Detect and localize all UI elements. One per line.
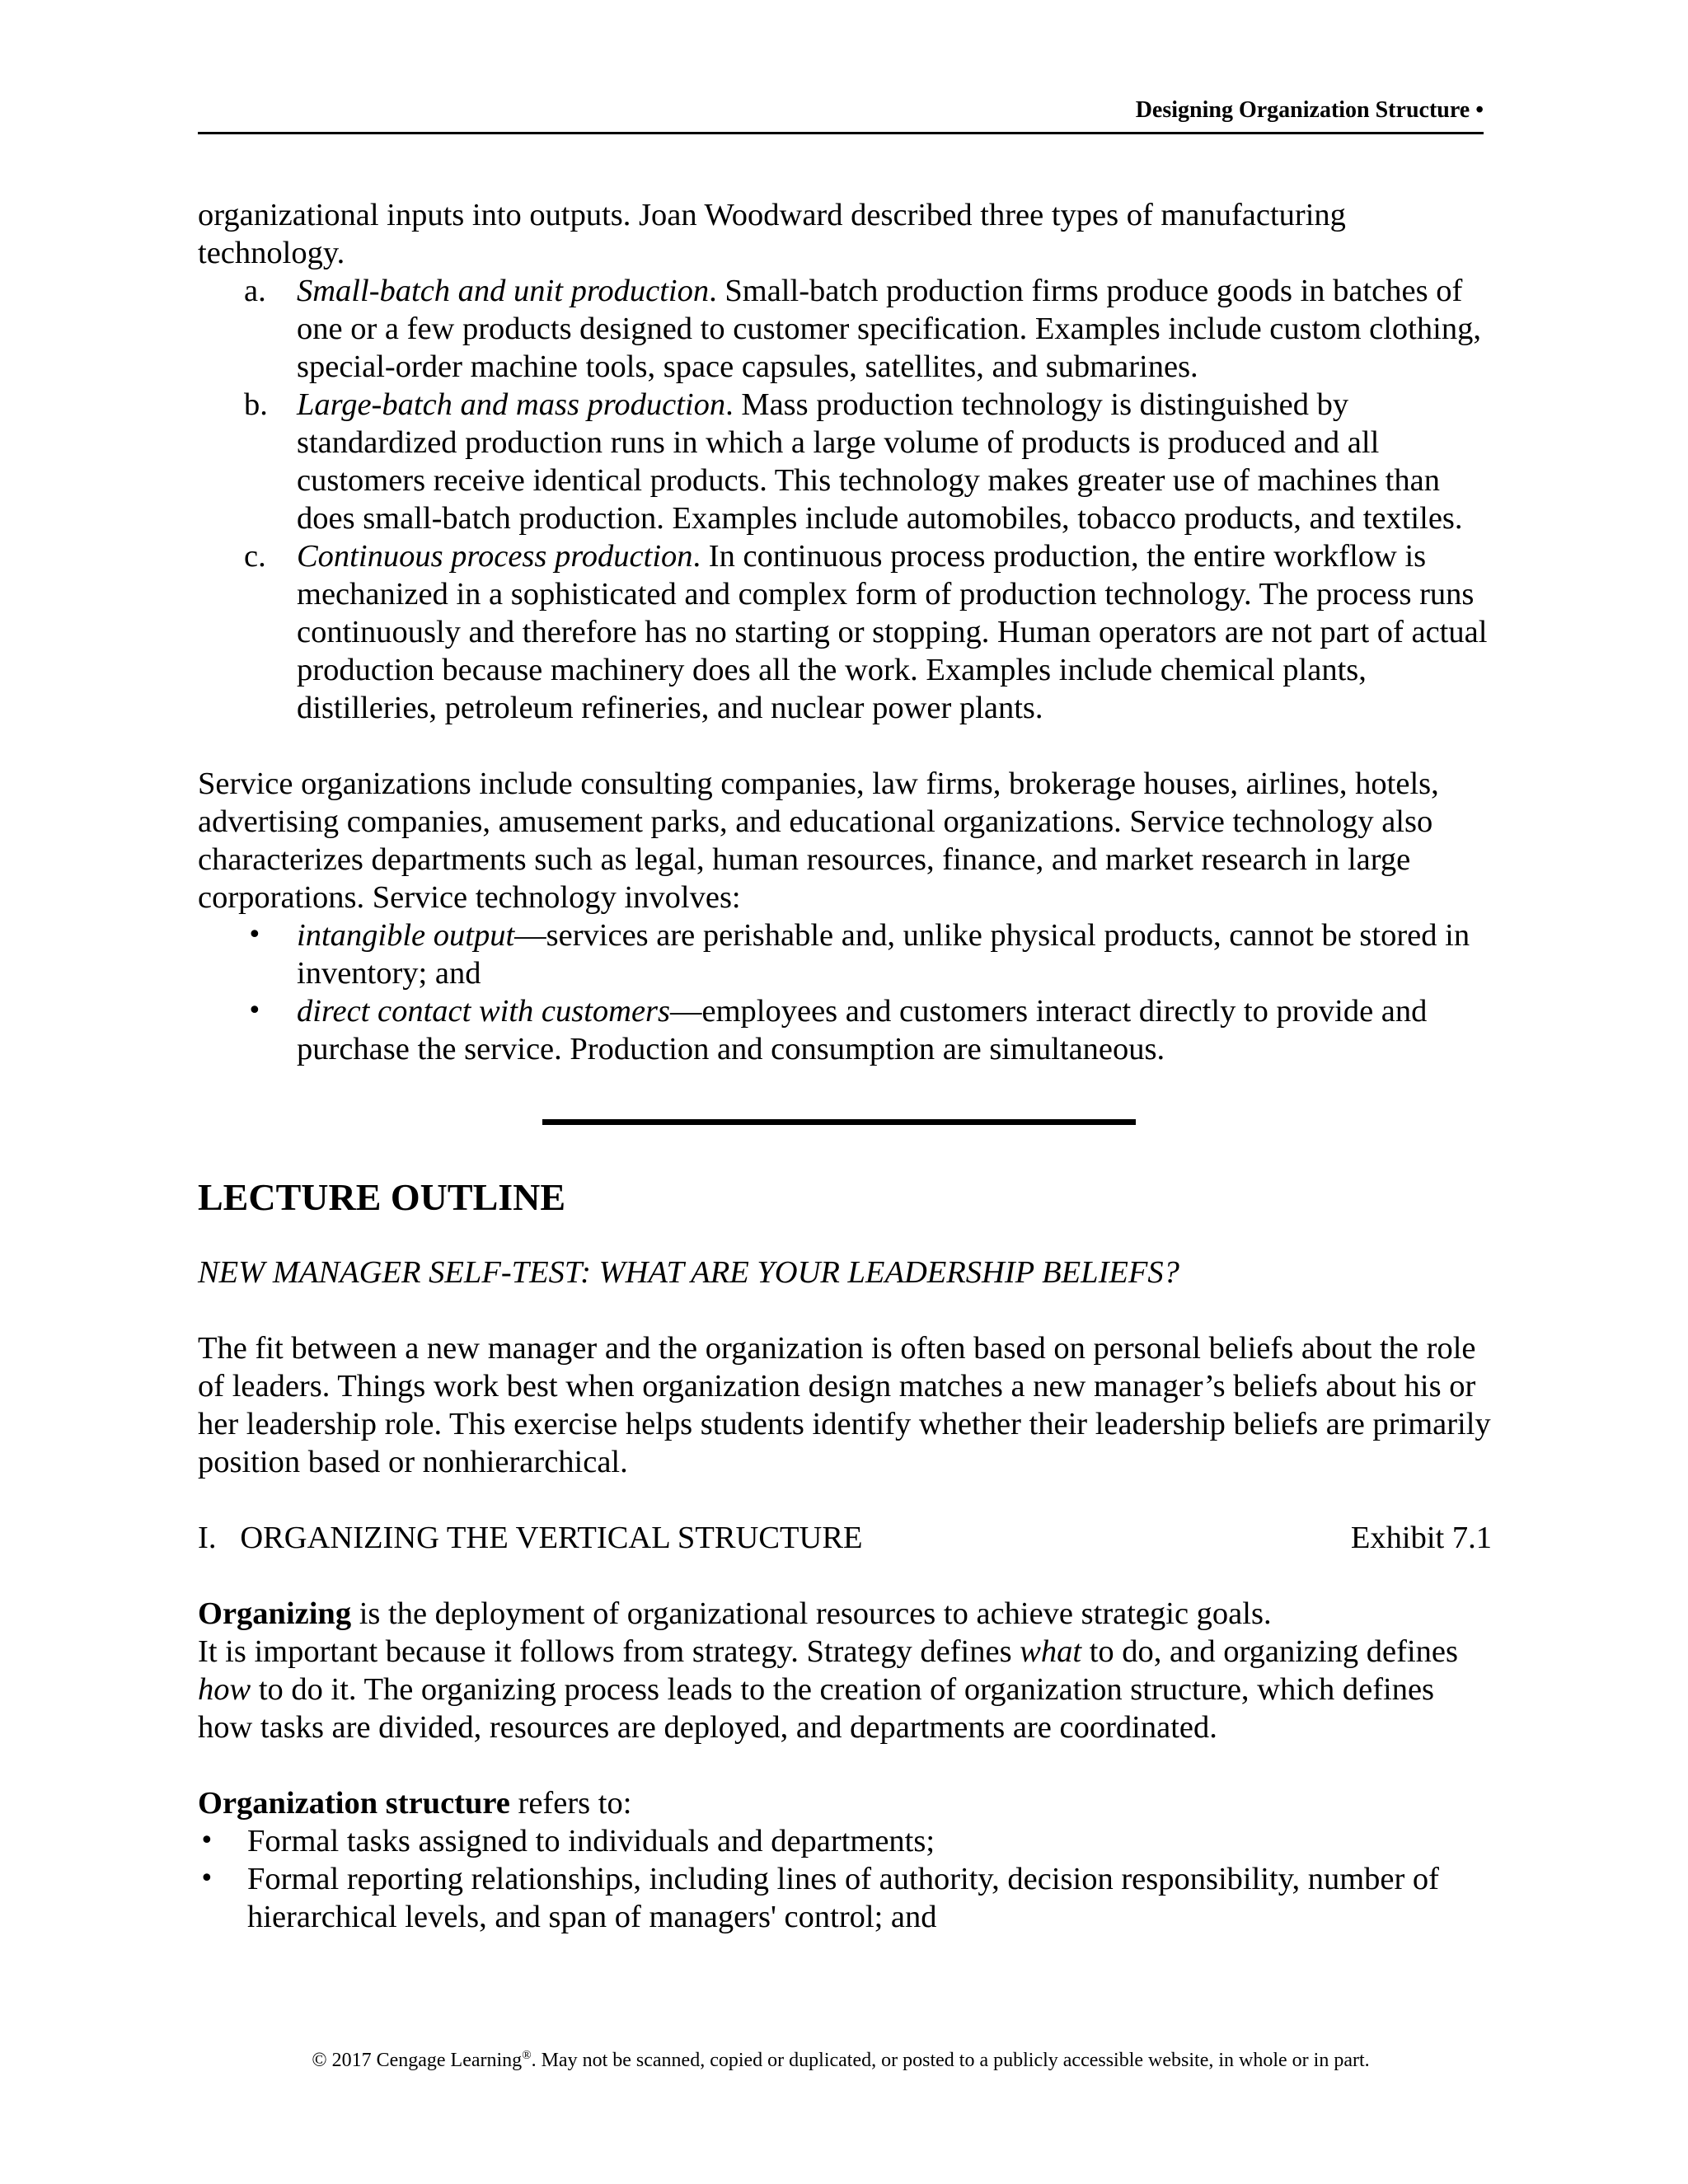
term: Organization structure	[198, 1786, 510, 1821]
organizing-paragraph: It is important because it follows from strategy. Strategy defines what to do, and organizing defines how to do it. The organizing process leads to the creation of organization structure, which defines how tasks are divided, resources are deployed, and departments are coordinated.	[198, 1634, 1458, 1745]
list-item	[198, 992, 1492, 1068]
copyright-footer: © 2017 Cengage Learning®. May not be scanned, copied or duplicated, or posted to a publicly accessible website, in whole or in part.	[312, 2049, 1370, 2071]
list-marker: a.	[244, 274, 266, 308]
item-text: . Mass production technology is distinguished by standardized production runs in which a large volume of products is produced and all customers receive identical products. This technology makes greater use of machines than does small-batch production. Examples include automobiles, tobacco products, and textiles.	[297, 387, 1463, 536]
structure-definition: Organization structure refers to:	[198, 1786, 632, 1821]
list-item	[198, 916, 1492, 992]
item-text: . Small-batch production firms produce goods in batches of one or a few products designed to customer specification. Examples include custom clothing, special-order machine tools, space capsules, satellites, and submarines.	[297, 274, 1481, 384]
section-title: ORGANIZING THE VERTICAL STRUCTURE	[240, 1521, 863, 1555]
bullet-marker: •	[247, 996, 262, 1025]
section-number: I.	[198, 1521, 217, 1555]
organizing-definition: Organizing is the deployment of organizational resources to achieve strategic goals.	[198, 1596, 1272, 1631]
intro-paragraph: organizational inputs into outputs. Joan Woodward described three types of manufacturing technology.	[198, 198, 1346, 270]
self-test-paragraph: The fit between a new manager and the organization is often based on personal beliefs about the role of leaders. Things work best when organization design matches a new manager’s beliefs about his or her leadership role. This exercise helps students identify whether their leadership beliefs are primarily position based or nonhierarchical.	[198, 1331, 1491, 1479]
header-bullet: •	[1475, 97, 1484, 123]
section-heading	[198, 1519, 863, 1557]
term: Small-batch and unit production	[297, 274, 710, 308]
bullet-marker: •	[199, 1826, 214, 1855]
item-text: —services are perishable and, unlike physical products, cannot be stored in inventory; and	[297, 918, 1470, 991]
running-title: Designing Organization Structure	[1135, 97, 1470, 123]
term: intangible output	[297, 918, 515, 953]
list-item	[198, 537, 1492, 727]
term: Large-batch and mass production	[297, 387, 726, 422]
lecture-outline-title: LECTURE OUTLINE	[198, 1176, 566, 1218]
structure-bullets	[198, 1822, 1492, 1936]
item-text: —employees and customers interact directly to provide and purchase the service. Production and consumption are simultaneous.	[297, 994, 1428, 1066]
page-content	[198, 196, 1492, 1936]
bullet-marker: •	[247, 921, 262, 949]
term: Organizing	[198, 1596, 352, 1631]
service-paragraph: Service organizations include consulting companies, law firms, brokerage houses, airlines, hotels, advertising companies, amusement parks, and educational organizations. Service technology also characterizes departments such as legal, human resources, finance, and market research in large corporations. Service technology involves:	[198, 766, 1439, 915]
list-item	[198, 1860, 1492, 1936]
list-item	[198, 386, 1492, 537]
list-marker: b.	[244, 387, 268, 422]
header-rule	[198, 132, 1484, 134]
list-marker: c.	[244, 539, 266, 574]
section-heading-row	[198, 1519, 1492, 1557]
manufacturing-types-list	[198, 272, 1492, 727]
term: direct contact with customers	[297, 994, 671, 1029]
item-text: Formal reporting relationships, including lines of authority, decision responsibility, number of hierarchical levels, and span of managers' control; and	[247, 1862, 1440, 1934]
self-test-heading: NEW MANAGER SELF-TEST: WHAT ARE YOUR LEADERSHIP BELIEFS?	[198, 1255, 1179, 1290]
exhibit-reference: Exhibit 7.1	[1350, 1521, 1492, 1555]
running-header	[198, 97, 1484, 124]
list-item	[198, 1822, 1492, 1860]
list-item	[198, 272, 1492, 386]
term: Continuous process production	[297, 539, 693, 574]
service-bullets	[198, 916, 1492, 1068]
bullet-marker: •	[199, 1864, 214, 1893]
item-text: Formal tasks assigned to individuals and departments;	[247, 1824, 935, 1858]
item-text: . In continuous process production, the entire workflow is mechanized in a sophisticated and complex form of production technology. The process runs continuously and therefore has no starting or stopping. Human operators are not part of actual production because machinery does all the work. Examples include chemical plants, distilleries, petroleum refineries, and nuclear power plants.	[297, 539, 1488, 725]
section-divider	[542, 1119, 1136, 1125]
